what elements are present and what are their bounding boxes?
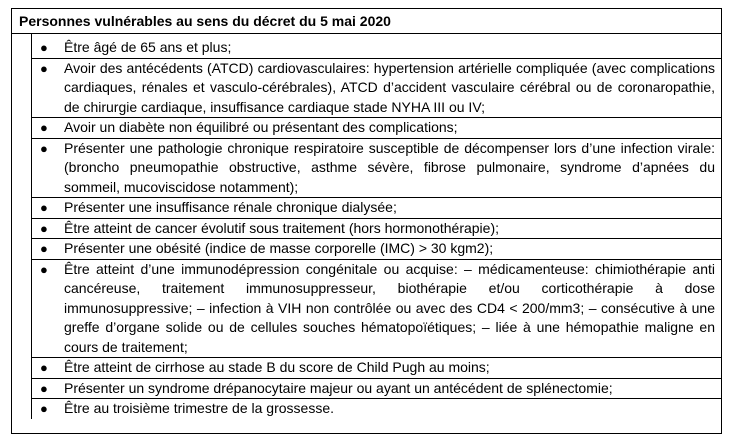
vulnerable-conditions-list bbox=[32, 38, 721, 419]
list-item-text: Être atteint de cancer évolutif sous traitement (hors hormonothérapie); bbox=[64, 219, 499, 236]
list-item-text: Être âgé de 65 ans et plus; bbox=[64, 39, 232, 55]
list-item-text: Présenter une obésité (indice de masse corporelle (IMC) > 30 kgm2); bbox=[64, 240, 494, 256]
list-item bbox=[32, 219, 721, 239]
list-item bbox=[32, 139, 721, 198]
list-item bbox=[32, 38, 721, 58]
list-item bbox=[32, 358, 721, 378]
table-title: Personnes vulnérables au sens du décret du 5 mai 2020 bbox=[12, 9, 721, 34]
bullet-icon: ● bbox=[40, 60, 48, 76]
list-cell bbox=[31, 34, 721, 419]
list-item-text: Présenter un syndrome drépanocytaire majeur ou ayant un antécédent de splénectomie; bbox=[64, 379, 613, 396]
bullet-icon: ● bbox=[40, 241, 48, 256]
list-item-text: Avoir des antécédents (ATCD) cardiovasculaires: hypertension artérielle compliquée (avec complications cardiaques, rénales et vasculo-cérébrales), ATCD d’accident vasculaire cérébral ou de coronaropathie, de chirurgie cardiaque, insuffisance cardiaque stade NYHA III ou IV; bbox=[64, 59, 715, 115]
list-item bbox=[32, 118, 721, 138]
bullet-icon: ● bbox=[40, 120, 48, 135]
bullet-icon: ● bbox=[40, 140, 48, 156]
list-item-text: Être au troisième trimestre de la grossesse. bbox=[64, 400, 334, 416]
bullet-icon: ● bbox=[40, 200, 48, 215]
list-item-text: Présenter une insuffisance rénale chronique dialysée; bbox=[64, 199, 397, 215]
list-item bbox=[32, 379, 721, 399]
list-item bbox=[32, 260, 721, 358]
bullet-icon: ● bbox=[40, 220, 48, 236]
bullet-icon: ● bbox=[40, 380, 48, 396]
bullet-icon: ● bbox=[40, 40, 48, 55]
list-item bbox=[32, 239, 721, 259]
list-item bbox=[32, 59, 721, 118]
bullet-icon: ● bbox=[40, 401, 48, 416]
list-item-text: Présenter une pathologie chronique respiratoire susceptible de décompenser lors d’une infection virale: (broncho pneumopathie obstructive, asthme sévère, fibrose pulmonaire, syndrome d’apnées du sommeil, mucoviscidose notamment); bbox=[64, 139, 715, 195]
list-item-text: Avoir un diabète non équilibré ou présentant des complications; bbox=[64, 119, 458, 135]
list-item bbox=[32, 399, 721, 419]
bullet-icon: ● bbox=[40, 261, 48, 277]
list-item-text: Être atteint d’une immunodépression congénitale ou acquise: – médicamenteuse: chimiothérapie anti cancéreuse, traitement immunosuppresseur, biothérapie et/ou corticothérapie à dose immunosuppressive; – infection à VIH non contrôlée ou avec des CD4 < 200/mm3; – consécutive à une greffe d’organe solide ou de cellules souches hématopoïétiques; – liée à une hémopathie maligne en cours de traitement; bbox=[64, 260, 715, 355]
list-item bbox=[32, 198, 721, 218]
list-item-text: Être atteint de cirrhose au stade B du score de Child Pugh au moins; bbox=[64, 359, 490, 375]
bullet-icon: ● bbox=[40, 360, 48, 375]
document-table bbox=[11, 8, 722, 434]
